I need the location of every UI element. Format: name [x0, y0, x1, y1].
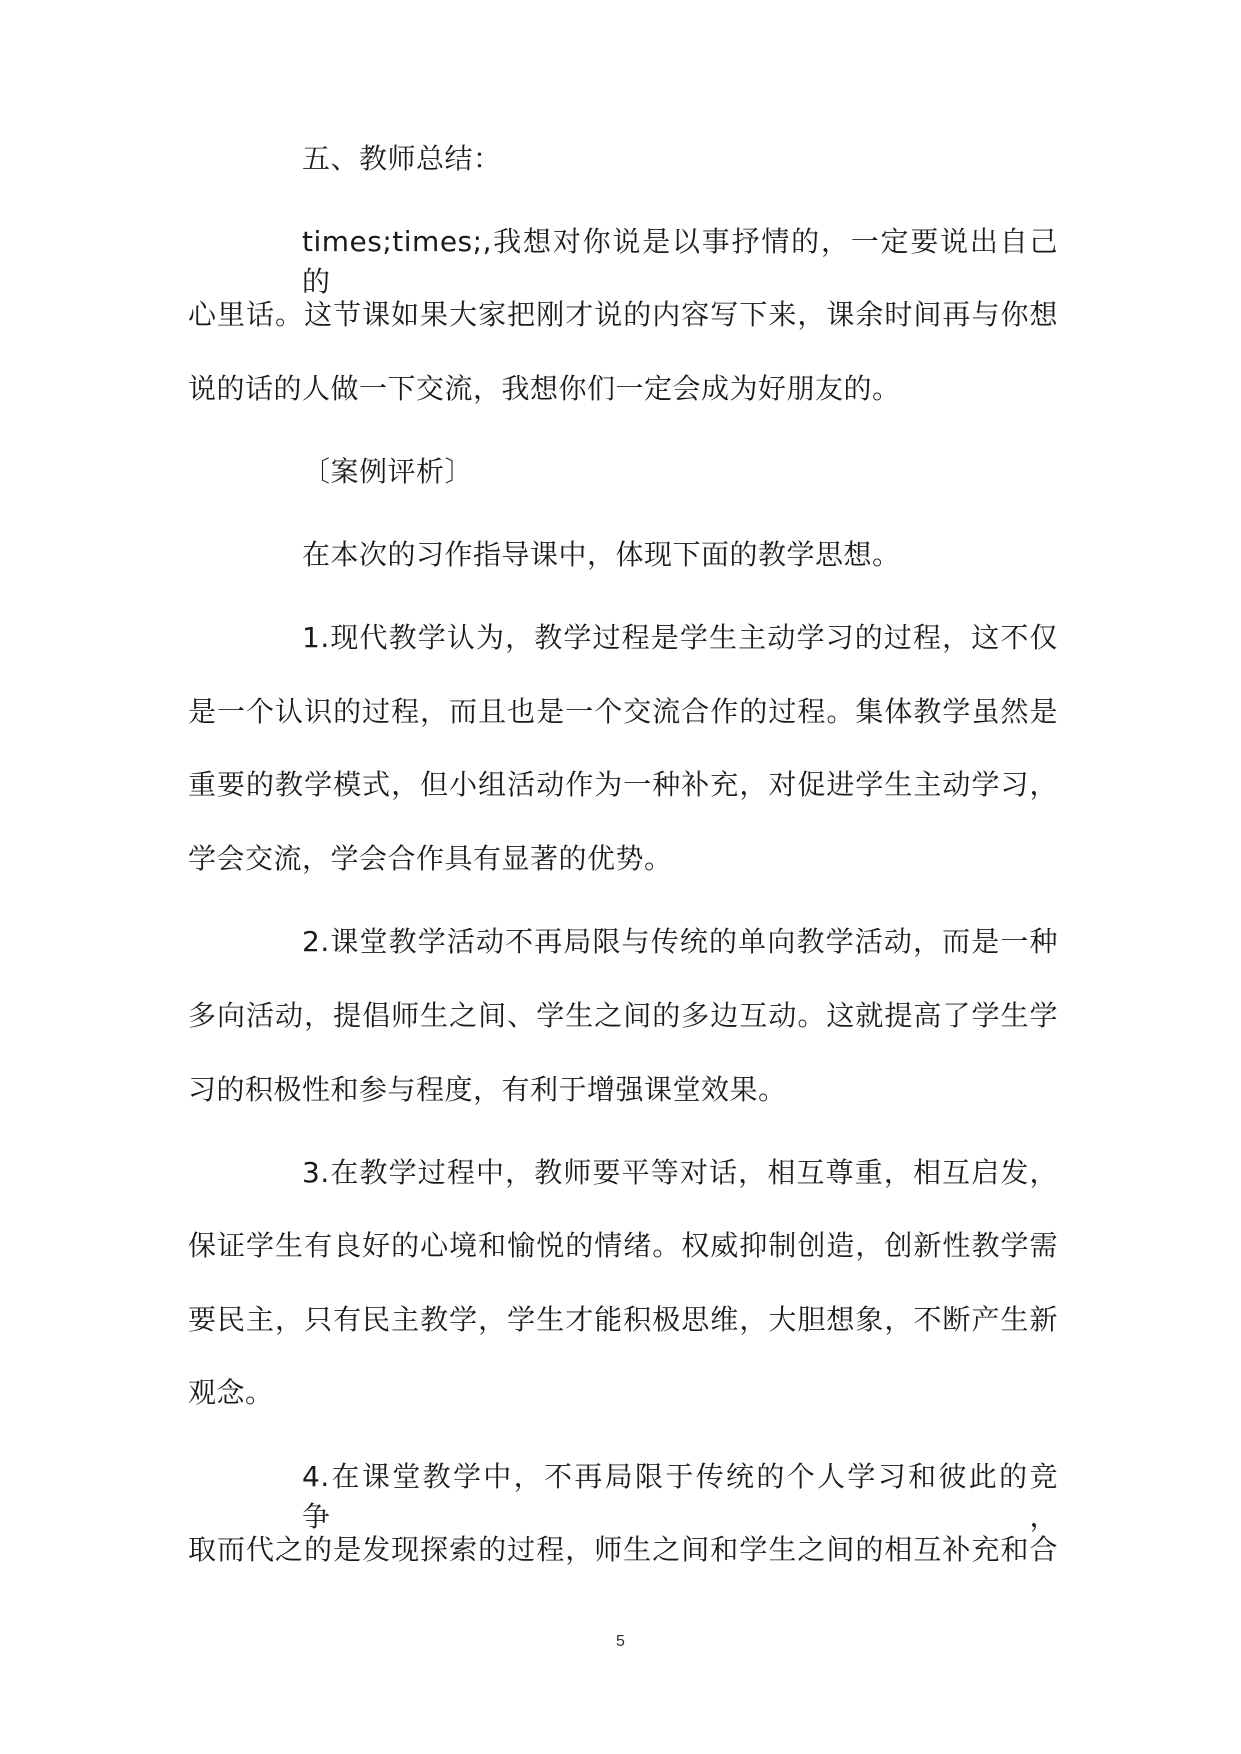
paragraph-line: 多向活动，提倡师生之间、学生之间的多边互动。这就提高了学生学 [188, 999, 1058, 1032]
paragraph-line: 重要的教学模式，但小组活动作为一种补充，对促进学生主动学习， [188, 768, 1058, 801]
paragraph-line: 在本次的习作指导课中，体现下面的教学思想。 [302, 538, 901, 571]
paragraph-line: 2.课堂教学活动不再局限与传统的单向教学活动，而是一种 [302, 925, 1058, 958]
paragraph-line: 心里话。这节课如果大家把刚才说的内容写下来，课余时间再与你想 [188, 298, 1058, 331]
paragraph-line: 要民主，只有民主教学，学生才能积极思维，大胆想象，不断产生新 [188, 1303, 1058, 1336]
page-number: 5 [616, 1633, 625, 1650]
paragraph-line: 1.现代教学认为，教学过程是学生主动学习的过程，这不仅 [302, 621, 1058, 654]
paragraph-line: 保证学生有良好的心境和愉悦的情绪。权威抑制创造，创新性教学需 [188, 1229, 1058, 1262]
paragraph-line: 是一个认识的过程，而且也是一个交流合作的过程。集体教学虽然是 [188, 695, 1058, 728]
paragraph-line: 3.在教学过程中，教师要平等对话，相互尊重，相互启发， [302, 1156, 1058, 1189]
paragraph-line: 4.在课堂教学中，不再局限于传统的个人学习和彼此的竞争， [302, 1460, 1058, 1533]
paragraph-line: 取而代之的是发现探索的过程，师生之间和学生之间的相互补充和合 [188, 1533, 1058, 1566]
section-heading: 五、教师总结： [302, 142, 502, 175]
case-analysis-heading: 〔案例评析〕 [302, 455, 474, 488]
paragraph-line: 学会交流，学会合作具有显著的优势。 [188, 842, 673, 875]
paragraph-line: 习的积极性和参与程度，有利于增强课堂效果。 [188, 1073, 787, 1106]
paragraph-line: 观念。 [188, 1376, 274, 1409]
paragraph-line: 说的话的人做一下交流，我想你们一定会成为好朋友的。 [188, 372, 901, 405]
paragraph-line: times;times;,我想对你说是以事抒情的，一定要说出自己的 [302, 225, 1058, 298]
